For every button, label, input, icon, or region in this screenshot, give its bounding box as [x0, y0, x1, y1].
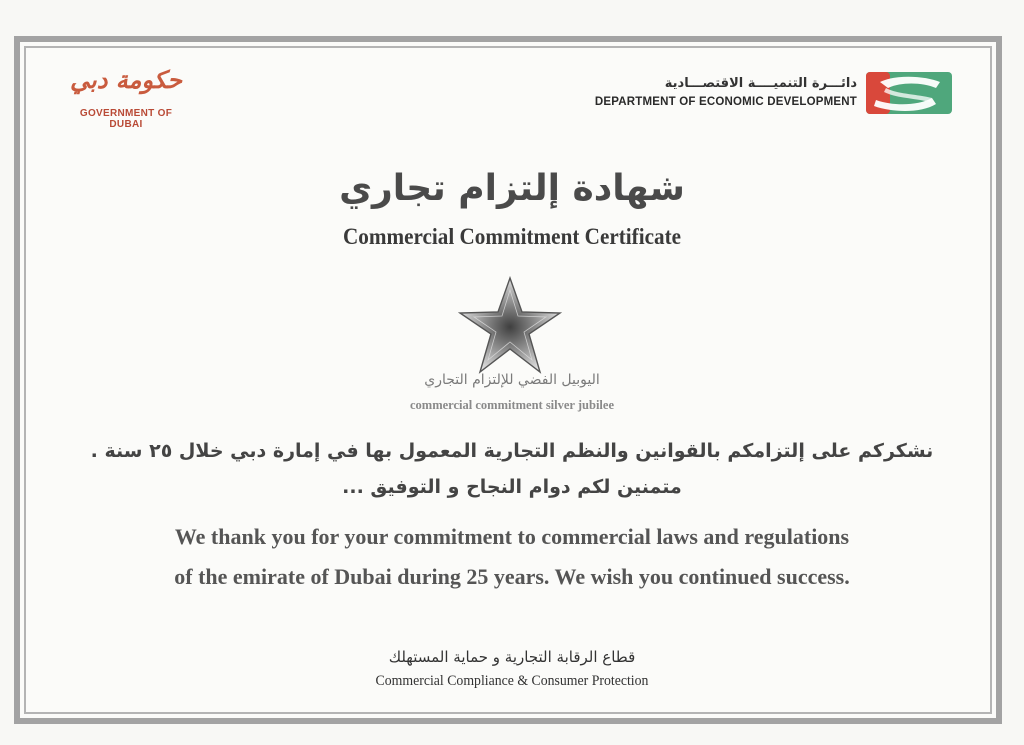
footer-arabic: قطاع الرقابة التجارية و حماية المستهلك	[388, 648, 636, 666]
title-arabic: شهادة إلتزام تجاري	[339, 168, 685, 209]
body-english-line-2: of the emirate of Dubai during 25 years. We wish you continued success.	[174, 564, 850, 589]
ded-logo-icon	[866, 72, 952, 114]
body-english-line-1: We thank you for your commitment to commercial laws and regulations	[174, 524, 850, 549]
body-arabic-line-1: نشكركم على إلتزامكم بالقوانين والنظم التجارية المعمول بها في إمارة دبي خلال ٢٥ سنة .	[90, 440, 934, 462]
star-icon	[458, 276, 562, 374]
department-name-arabic: دائـــرة التنميــــة الاقتصـــادية	[664, 76, 857, 91]
footer-english: Commercial Compliance & Consumer Protection	[375, 673, 649, 689]
jubilee-caption-arabic: اليوبيل الفضي للإلتزام التجاري	[424, 372, 600, 388]
government-name-arabic: حكومة دبي	[70, 66, 182, 94]
title-english: Commercial Commitment Certificate	[342, 224, 682, 249]
government-name-english: GOVERNMENT OF DUBAI	[79, 108, 173, 130]
department-name-english: DEPARTMENT OF ECONOMIC DEVELOPMENT	[594, 96, 857, 108]
body-arabic-line-2: متمنين لكم دوام النجاح و التوفيق ...	[342, 476, 682, 498]
jubilee-caption-english: commercial commitment silver jubilee	[410, 398, 614, 412]
